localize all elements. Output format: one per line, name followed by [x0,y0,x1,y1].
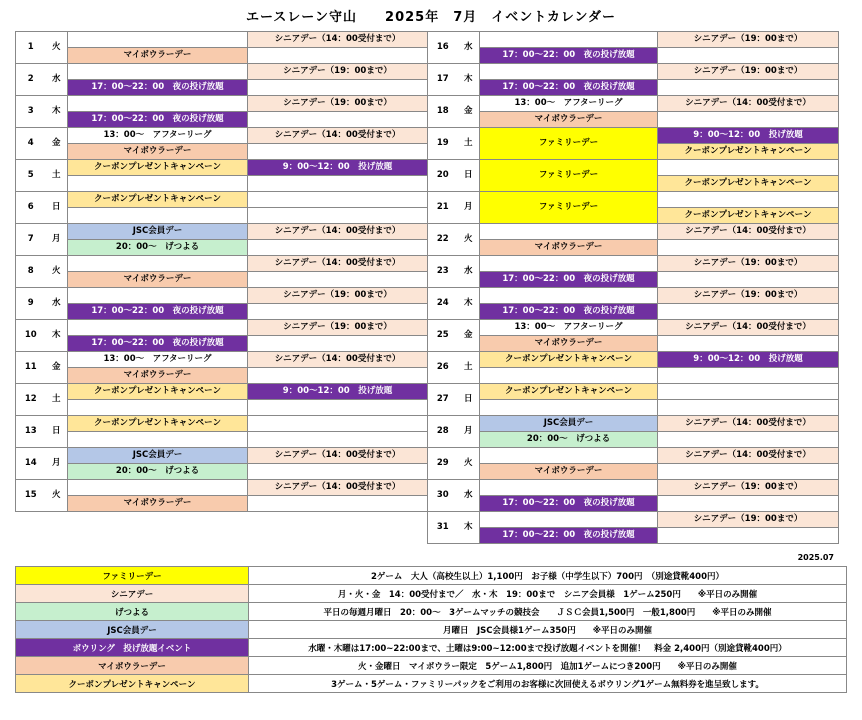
empty-cell [480,288,658,304]
calendar-row [16,192,428,208]
event-cell: 17：00～22：00 夜の投げ放題 [68,80,248,96]
event-cell: 9：00～12：00 投げ放題 [248,160,428,176]
calendar-row [16,464,428,480]
day-number: 16 [428,32,458,64]
event-cell: 17：00～22：00 夜の投げ放題 [480,304,658,320]
legend-row [16,585,847,603]
event-cell: シニアデー（19：00まで） [248,320,428,336]
calendar-row [428,512,839,528]
empty-cell [248,272,428,288]
event-cell: ファミリーデー [480,192,658,224]
weekday: 火 [458,448,480,480]
weekday: 火 [458,224,480,256]
weekday: 金 [46,352,68,384]
day-number: 11 [16,352,46,384]
empty-cell [248,336,428,352]
legend-row [16,603,847,621]
event-cell: シニアデー（19：00まで） [658,288,839,304]
calendar-row [428,128,839,144]
empty-cell [248,48,428,64]
calendar-row [428,464,839,480]
empty-cell [480,224,658,240]
calendar-row [16,416,428,432]
calendar-row [16,160,428,176]
calendar-row [428,288,839,304]
calendar-row [16,256,428,272]
calendar-row [16,208,428,224]
empty-cell [248,208,428,224]
event-cell: シニアデー（14：00受付まで） [658,448,839,464]
event-cell: マイボウラーデー [480,240,658,256]
calendar-row [428,192,839,208]
empty-cell [658,112,839,128]
empty-cell [658,400,839,416]
legend-row [16,657,847,675]
event-cell: クーポンプレゼントキャンペーン [68,160,248,176]
event-cell: 20：00～ げつよる [480,432,658,448]
event-cell: 17：00～22：00 夜の投げ放題 [480,496,658,512]
day-number: 8 [16,256,46,288]
legend-description: 月・火・金 14：00受付まで／ 水・木 19：00まで シニア会員様 1ゲーム250円 ※平日のみ開催 [249,585,847,603]
event-cell: マイボウラーデー [480,464,658,480]
calendar-row [428,400,839,416]
event-cell: ファミリーデー [480,128,658,160]
empty-cell [68,96,248,112]
empty-cell [68,432,248,448]
legend-row [16,567,847,585]
event-cell: シニアデー（19：00まで） [248,96,428,112]
calendar-row [16,48,428,64]
empty-cell [658,528,839,544]
calendar-row [428,368,839,384]
calendar-row [428,416,839,432]
calendar-row [428,384,839,400]
calendar-row [16,352,428,368]
event-cell: JSC会員デー [68,224,248,240]
day-number: 26 [428,352,458,384]
event-cell: シニアデー（14：00受付まで） [248,128,428,144]
event-cell: 9：00～12：00 投げ放題 [658,128,839,144]
event-cell: 17：00～22：00 夜の投げ放題 [68,336,248,352]
event-cell: シニアデー（14：00受付まで） [248,32,428,48]
event-cell: 13：00～ アフターリーグ [68,352,248,368]
empty-cell [248,176,428,192]
day-number: 28 [428,416,458,448]
event-cell: シニアデー（14：00受付まで） [248,448,428,464]
day-number: 21 [428,192,458,224]
weekday: 火 [46,256,68,288]
calendar-row [428,96,839,112]
event-cell: マイボウラーデー [68,272,248,288]
event-cell: シニアデー（19：00まで） [658,512,839,528]
empty-cell [68,480,248,496]
legend-label: クーポンプレゼントキャンペーン [16,675,249,693]
empty-cell [68,400,248,416]
legend-table [15,566,847,693]
legend-label: シニアデー [16,585,249,603]
event-cell: 13：00～ アフターリーグ [480,320,658,336]
day-number: 9 [16,288,46,320]
calendar-row [16,128,428,144]
empty-cell [68,320,248,336]
day-number: 5 [16,160,46,192]
legend-label: ボウリング 投げ放題イベント [16,639,249,657]
day-number: 3 [16,96,46,128]
empty-cell [658,304,839,320]
weekday: 水 [458,480,480,512]
calendar-row [16,384,428,400]
empty-cell [658,336,839,352]
calendar-row [16,320,428,336]
day-number: 13 [16,416,46,448]
weekday: 火 [46,32,68,64]
event-cell: 20：00～ げつよる [68,464,248,480]
calendar-row [428,32,839,48]
event-cell: シニアデー（19：00まで） [658,480,839,496]
event-cell: シニアデー（14：00受付まで） [248,480,428,496]
event-cell: クーポンプレゼントキャンペーン [658,208,839,224]
calendar-row [428,48,839,64]
weekday: 木 [458,288,480,320]
calendar-row [16,400,428,416]
event-cell: JSC会員デー [480,416,658,432]
calendar-row [428,224,839,240]
calendar-row [16,288,428,304]
empty-cell [658,192,839,208]
event-cell: シニアデー（19：00まで） [658,64,839,80]
day-number: 4 [16,128,46,160]
event-cell: マイボウラーデー [480,112,658,128]
weekday: 土 [458,128,480,160]
weekday: 日 [46,416,68,448]
event-cell: クーポンプレゼントキャンペーン [68,192,248,208]
weekday: 金 [458,320,480,352]
event-cell: 9：00～12：00 投げ放題 [658,352,839,368]
empty-cell [248,240,428,256]
calendar-row [428,240,839,256]
event-cell: 17：00～22：00 夜の投げ放題 [480,528,658,544]
event-cell: シニアデー（19：00まで） [248,288,428,304]
empty-cell [248,416,428,432]
calendar-row [16,96,428,112]
empty-cell [68,32,248,48]
weekday: 水 [458,32,480,64]
calendar-row [428,528,839,544]
calendar-row [16,272,428,288]
day-number: 17 [428,64,458,96]
empty-cell [658,464,839,480]
event-cell: マイボウラーデー [68,48,248,64]
event-cell: マイボウラーデー [68,144,248,160]
event-cell: 17：00～22：00 夜の投げ放題 [68,112,248,128]
weekday: 日 [458,384,480,416]
empty-cell [480,400,658,416]
empty-cell [480,256,658,272]
empty-cell [68,288,248,304]
day-number: 23 [428,256,458,288]
event-cell: マイボウラーデー [68,496,248,512]
weekday: 月 [458,416,480,448]
empty-cell [658,384,839,400]
empty-cell [248,144,428,160]
event-cell: マイボウラーデー [68,368,248,384]
calendar-right [427,31,839,544]
event-cell: 17：00～22：00 夜の投げ放題 [480,48,658,64]
event-cell: シニアデー（14：00受付まで） [248,224,428,240]
day-number: 15 [16,480,46,512]
empty-cell [658,368,839,384]
empty-cell [658,160,839,176]
event-cell: クーポンプレゼントキャンペーン [658,176,839,192]
weekday: 木 [46,320,68,352]
day-number: 30 [428,480,458,512]
calendar-row [16,368,428,384]
empty-cell [480,480,658,496]
empty-cell [248,368,428,384]
weekday: 金 [46,128,68,160]
legend-label: ファミリーデー [16,567,249,585]
calendar-row [428,480,839,496]
event-cell: 17：00～22：00 夜の投げ放題 [480,80,658,96]
event-cell: 9：00～12：00 投げ放題 [248,384,428,400]
page-title: エースレーン守山 2025年 7月 イベントカレンダー [245,10,617,25]
day-number: 20 [428,160,458,192]
event-cell: シニアデー（14：00受付まで） [658,416,839,432]
legend-description: 平日の毎週月曜日 20：00～ 3ゲームマッチの競技会 ＪＳＣ会員1,500円 一般1,800円 ※平日のみ開催 [249,603,847,621]
weekday: 土 [458,352,480,384]
legend-description: 水曜・木曜は17:00~22:00まで、土曜は9:00~12:00まで投げ放題イベントを開催！ 料金 2,400円（別途貸靴400円） [249,639,847,657]
empty-cell [480,368,658,384]
weekday: 木 [458,64,480,96]
empty-cell [658,80,839,96]
event-cell: クーポンプレゼントキャンペーン [68,416,248,432]
day-number: 2 [16,64,46,96]
legend-row [16,675,847,693]
weekday: 日 [458,160,480,192]
event-cell: シニアデー（14：00受付まで） [658,96,839,112]
weekday: 月 [46,224,68,256]
empty-cell [68,176,248,192]
legend-row [16,621,847,639]
empty-cell [248,432,428,448]
event-cell: 17：00～22：00 夜の投げ放題 [480,272,658,288]
weekday: 火 [46,480,68,512]
legend-row [16,639,847,657]
calendar-row [428,432,839,448]
event-cell: クーポンプレゼントキャンペーン [480,384,658,400]
event-cell: 13：00～ アフターリーグ [68,128,248,144]
event-cell: JSC会員デー [68,448,248,464]
weekday: 水 [46,64,68,96]
weekday: 木 [458,512,480,544]
calendar-row [16,224,428,240]
empty-cell [248,304,428,320]
event-cell: シニアデー（14：00受付まで） [248,256,428,272]
calendar-row [428,352,839,368]
legend-label: げつよる [16,603,249,621]
empty-cell [248,112,428,128]
weekday: 土 [46,160,68,192]
calendar-row [428,320,839,336]
event-cell: クーポンプレゼントキャンペーン [480,352,658,368]
empty-cell [658,272,839,288]
calendar-row [428,336,839,352]
empty-cell [480,512,658,528]
calendar-row [428,304,839,320]
event-cell: クーポンプレゼントキャンペーン [68,384,248,400]
calendar-row [16,64,428,80]
empty-cell [658,432,839,448]
event-cell: マイボウラーデー [480,336,658,352]
day-number: 31 [428,512,458,544]
empty-cell [248,192,428,208]
weekday: 金 [458,96,480,128]
empty-cell [248,80,428,96]
day-number: 25 [428,320,458,352]
weekday: 木 [46,96,68,128]
day-number: 22 [428,224,458,256]
event-cell: ファミリーデー [480,160,658,192]
calendar-row [16,448,428,464]
calendar-row [428,80,839,96]
weekday: 水 [46,288,68,320]
calendar-row [16,240,428,256]
calendar-row [16,80,428,96]
calendar-row [428,448,839,464]
calendar-row [16,304,428,320]
empty-cell [480,32,658,48]
empty-cell [248,400,428,416]
empty-cell [658,496,839,512]
day-number: 6 [16,192,46,224]
calendar-row [16,144,428,160]
weekday: 月 [46,448,68,480]
calendar-row [16,336,428,352]
day-number: 14 [16,448,46,480]
event-cell: 13：00～ アフターリーグ [480,96,658,112]
calendar-row [428,272,839,288]
day-number: 7 [16,224,46,256]
weekday: 水 [458,256,480,288]
event-cell: シニアデー（19：00まで） [248,64,428,80]
event-cell: シニアデー（14：00受付まで） [658,320,839,336]
legend-description: 3ゲーム・5ゲーム・ファミリーパックをご利用のお客様に次回使えるボウリング1ゲーム無料券を進呈致します。 [249,675,847,693]
weekday: 月 [458,192,480,224]
event-cell: シニアデー（14：00受付まで） [248,352,428,368]
calendar-row [16,432,428,448]
calendar-row [428,112,839,128]
day-number: 24 [428,288,458,320]
empty-cell [68,256,248,272]
legend-description: 2ゲーム 大人（高校生以上）1,100円 お子様（中学生以下）700円 （別途貸靴400円） [249,567,847,585]
calendar-row [16,480,428,496]
day-number: 12 [16,384,46,416]
event-cell: 20：00～ げつよる [68,240,248,256]
legend-description: 火・金曜日 マイボウラー限定 5ゲーム1,800円 追加1ゲームにつき200円 ※平日のみ開催 [249,657,847,675]
calendar-row [428,160,839,176]
event-cell: 17：00～22：00 夜の投げ放題 [68,304,248,320]
empty-cell [480,448,658,464]
day-number: 27 [428,384,458,416]
empty-cell [68,64,248,80]
legend-label: マイボウラーデー [16,657,249,675]
legend-description: 月曜日 JSC会員様1ゲーム350円 ※平日のみ開催 [249,621,847,639]
calendar-row [16,32,428,48]
calendar-row [428,256,839,272]
empty-cell [68,208,248,224]
event-cell: シニアデー（19：00まで） [658,256,839,272]
day-number: 10 [16,320,46,352]
day-number: 19 [428,128,458,160]
calendar-row [428,496,839,512]
updated-date: 2025.07 [797,553,834,562]
calendar-row [16,496,428,512]
empty-cell [480,64,658,80]
calendar-left [15,31,428,512]
event-cell: シニアデー（14：00受付まで） [658,224,839,240]
weekday: 土 [46,384,68,416]
empty-cell [248,464,428,480]
empty-cell [658,240,839,256]
weekday: 日 [46,192,68,224]
day-number: 18 [428,96,458,128]
empty-cell [248,496,428,512]
calendar-row [16,176,428,192]
calendar-row [16,112,428,128]
event-cell: シニアデー（19：00まで） [658,32,839,48]
empty-cell [658,48,839,64]
calendar-row [428,64,839,80]
legend-label: JSC会員デー [16,621,249,639]
day-number: 29 [428,448,458,480]
event-cell: クーポンプレゼントキャンペーン [658,144,839,160]
day-number: 1 [16,32,46,64]
